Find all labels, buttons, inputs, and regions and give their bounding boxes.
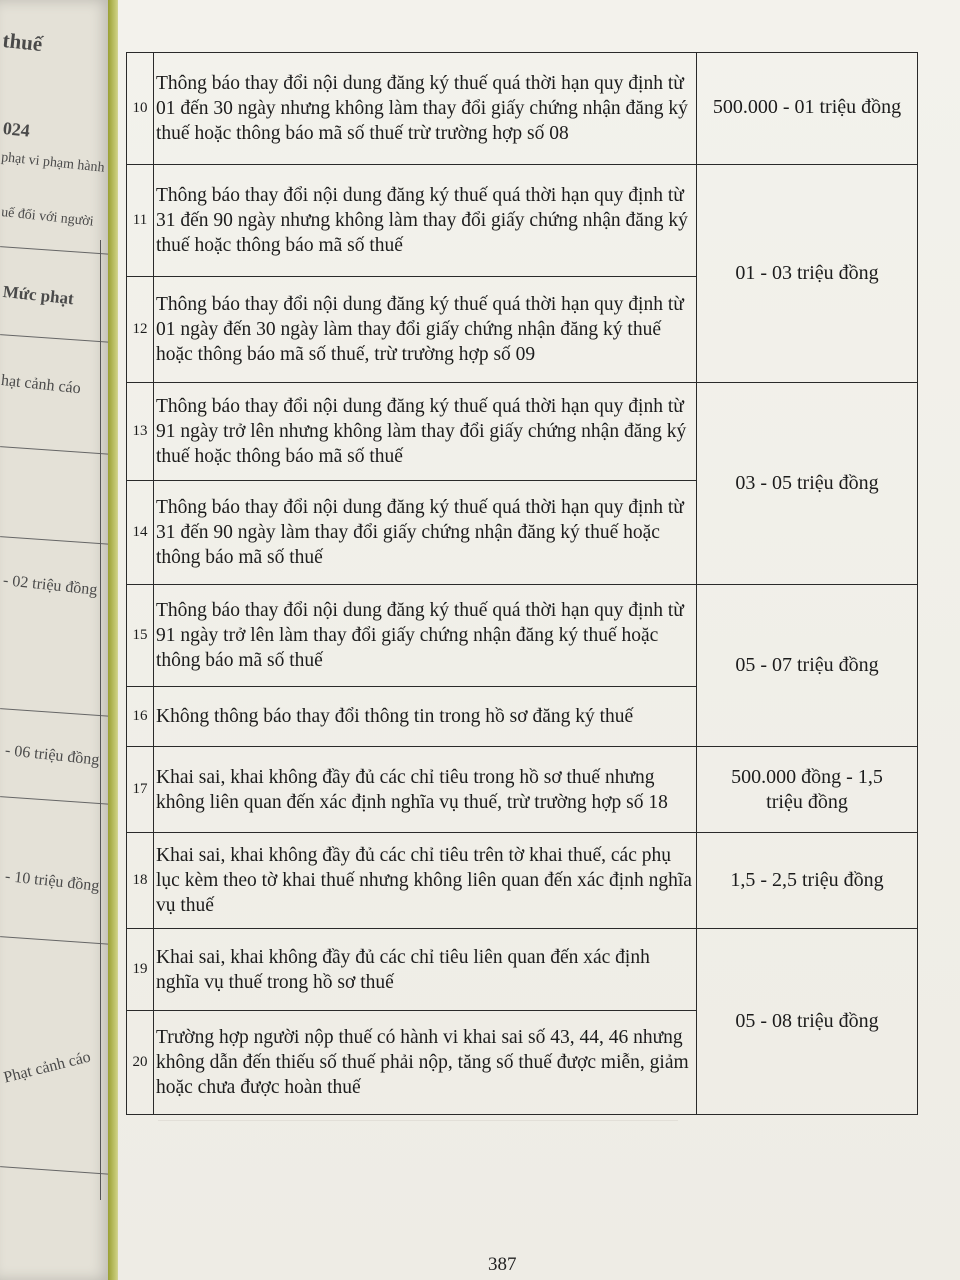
penalty-range: 500.000 - 01 triệu đồng	[697, 53, 918, 165]
left-page-fragment: 024	[1, 118, 31, 141]
violation-description: Khai sai, khai không đầy đủ các chỉ tiêu trên tờ khai thuế, các phụ lục kèm theo tờ khai thuế nhưng không liên quan đến xác định nghĩa vụ thuế	[154, 833, 697, 929]
violation-description: Thông báo thay đổi nội dung đăng ký thuế quá thời hạn quy định từ 91 ngày trở lên nhưng không làm thay đổi giấy chứng nhận đăng ký thuế hoặc thông báo mã số thuế	[154, 383, 697, 481]
left-page-fragment: phạt vi phạm hành	[0, 150, 106, 176]
page-number: 387	[488, 1254, 517, 1275]
row-number: 18	[127, 833, 154, 929]
row-number: 14	[127, 481, 154, 585]
table-row	[127, 929, 918, 1011]
violation-description: Thông báo thay đổi nội dung đăng ký thuế quá thời hạn quy định từ 31 đến 90 ngày làm thay đổi giấy chứng nhận đăng ký thuế hoặc thông báo mã số thuế	[154, 481, 697, 585]
penalty-range: 05 - 08 triệu đồng	[697, 929, 918, 1115]
left-page	[0, 0, 112, 1280]
left-page-rule	[0, 334, 112, 343]
penalty-range: 500.000 đồng - 1,5 triệu đồng	[697, 747, 918, 833]
left-page-fragment: - 10 triệu đồng	[4, 868, 101, 895]
left-page-fragment: thuế	[1, 28, 44, 57]
row-number: 17	[127, 747, 154, 833]
right-page	[118, 0, 960, 1280]
violation-description: Trường hợp người nộp thuế có hành vi khai sai số 43, 44, 46 nhưng không dẫn đến thiếu số thuế phải nộp, tăng số thuế được miễn, giảm hoặc chưa được hoàn thuế	[154, 1011, 697, 1115]
violation-description: Thông báo thay đổi nội dung đăng ký thuế quá thời hạn quy định từ 01 ngày đến 30 ngày làm thay đổi giấy chứng nhận đăng ký thuế hoặc thông báo mã số thuế, trừ trường hợp số 09	[154, 277, 697, 383]
left-page-fragment: Phạt cảnh cáo	[2, 1048, 93, 1087]
table-row	[127, 383, 918, 481]
table-row	[127, 747, 918, 833]
row-number: 12	[127, 277, 154, 383]
penalty-range: 05 - 07 triệu đồng	[697, 585, 918, 747]
violation-description: Không thông báo thay đổi thông tin trong hồ sơ đăng ký thuế	[154, 687, 697, 747]
left-page-fragment: - 02 triệu đồng	[2, 572, 99, 599]
left-page-fragment: uế đối với người	[0, 205, 95, 230]
violation-description: Thông báo thay đổi nội dung đăng ký thuế quá thời hạn quy định từ 01 đến 30 ngày nhưng không làm thay đổi giấy chứng nhận đăng ký thuế hoặc thông báo mã số thuế trừ trường hợp số 08	[154, 53, 697, 165]
left-page-rule	[0, 708, 112, 717]
penalty-range: 03 - 05 triệu đồng	[697, 383, 918, 585]
left-page-rule	[0, 936, 112, 945]
left-page-rule	[0, 1166, 112, 1175]
row-number: 20	[127, 1011, 154, 1115]
left-page-rule	[0, 536, 112, 545]
left-page-rule	[0, 246, 112, 255]
row-number: 19	[127, 929, 154, 1011]
table-row	[127, 165, 918, 277]
violation-description: Khai sai, khai không đầy đủ các chỉ tiêu trong hồ sơ thuế nhưng không liên quan đến xác định nghĩa vụ thuế, trừ trường hợp số 18	[154, 747, 697, 833]
row-number: 16	[127, 687, 154, 747]
row-number: 11	[127, 165, 154, 277]
left-page-fragment: - 06 triệu đồng	[4, 742, 101, 769]
left-page-table-edge	[100, 240, 101, 1200]
table-row	[127, 53, 918, 165]
penalty-range: 1,5 - 2,5 triệu đồng	[697, 833, 918, 929]
row-number: 15	[127, 585, 154, 687]
left-page-rule	[0, 446, 112, 455]
row-number: 13	[127, 383, 154, 481]
violation-description: Thông báo thay đổi nội dung đăng ký thuế quá thời hạn quy định từ 31 đến 90 ngày nhưng không làm thay đổi giấy chứng nhận đăng ký thuế hoặc thông báo mã số thuế	[154, 165, 697, 277]
bleed-through-shadow	[158, 1120, 678, 1211]
table-row	[127, 833, 918, 929]
violation-description: Khai sai, khai không đầy đủ các chỉ tiêu liên quan đến xác định nghĩa vụ thuế trong hồ sơ thuế	[154, 929, 697, 1011]
row-number: 10	[127, 53, 154, 165]
left-page-fragment: Mức phạt	[2, 282, 75, 309]
left-page-fragment: hạt cảnh cáo	[0, 372, 82, 398]
table-row	[127, 585, 918, 687]
penalty-table	[126, 52, 918, 1115]
penalty-range: 01 - 03 triệu đồng	[697, 165, 918, 383]
violation-description: Thông báo thay đổi nội dung đăng ký thuế quá thời hạn quy định từ 91 ngày trở lên làm thay đổi giấy chứng nhận đăng ký thuế hoặc thông báo mã số thuế	[154, 585, 697, 687]
left-page-rule	[0, 796, 112, 805]
